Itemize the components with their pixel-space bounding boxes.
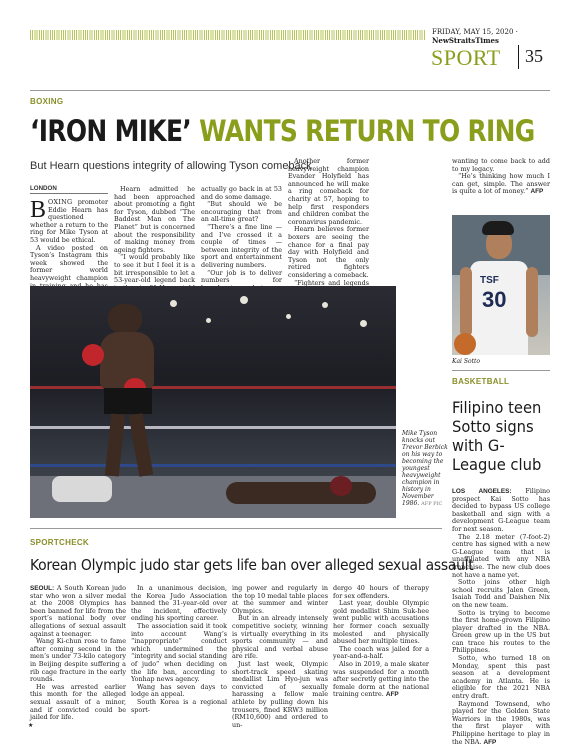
story2-column-3	[232, 584, 328, 729]
ring-rope	[30, 386, 396, 389]
story2-dateline: SEOUL:	[30, 585, 55, 592]
boxer-trunks	[104, 388, 152, 414]
sidebar-rule	[452, 370, 550, 371]
ring-rope	[30, 426, 396, 429]
paragraph: Sotto joins other high school recruits Jalen Green, Isaiah Todd and Daishen Nix on the new team.	[452, 578, 550, 609]
arena-light	[360, 320, 367, 327]
paragraph: “He’s thinking how much I can get, simple. The answer is quite a lot of money.” AFP	[452, 172, 550, 196]
paper-name: NewStraitsTimes	[432, 36, 499, 45]
referee-shirt	[52, 476, 112, 502]
story1-kicker: BOXING	[30, 97, 64, 106]
player-arm	[460, 267, 472, 337]
paragraph: Another former heavyweight champion Evander Holyfield has announced he will make a ring comeback for charity at 57, hoping to help first responders and children combat the coronavirus pandemic.	[288, 157, 369, 226]
masthead-divider	[518, 45, 519, 69]
story2-column-1	[30, 585, 126, 720]
section-rule	[30, 90, 550, 91]
paragraph: actually go back in at 53 and do some damage.	[201, 185, 282, 201]
story3-body	[452, 487, 550, 746]
arena-light	[170, 300, 177, 307]
arena-light	[206, 318, 211, 323]
paragraph: Wang Ki-chun rose to fame after coming second in the men’s under 73-kilo category in Beijing despite suffering a rib cage fracture in the early rounds.	[30, 637, 126, 684]
story1-column-5	[452, 158, 550, 212]
boxer-leg	[129, 413, 154, 476]
story3-dateline: LOS ANGELES:	[452, 488, 512, 495]
story3-headline: Filipino teen Sotto signs with G-League club	[452, 398, 542, 474]
story1-column-4	[288, 157, 369, 287]
player-arm	[526, 267, 538, 337]
boxing-glove	[330, 476, 352, 496]
player-hair	[482, 221, 514, 235]
paragraph: The 2.18 meter (7-foot-2) centre has signed with a new G-League team that is unaffiliated with any NBA franchise. The new club does not have a name yet.	[452, 532, 550, 579]
paragraph: LOS ANGELES: Filipino prospect Kai Sotto has decided to bypass US college basketball and sign with a development G-League team for next season.	[452, 487, 550, 533]
agency-credit: AFP	[483, 738, 497, 746]
paragraph: “I would probably like to see it but I feel it is a bit irresponsible to let a 53-year-old legend back	[114, 254, 195, 307]
boxer-leg	[105, 413, 125, 476]
story2-kicker: SPORTCHECK	[30, 538, 90, 547]
story1-column-3	[201, 186, 282, 284]
boxing-photo-caption: Mike Tyson knocks out Trevor Berbick on his way to becoming the youngest heavyweight champion in history in November 1986. AFP PIC	[402, 430, 448, 507]
story1-dateline: LONDON	[30, 185, 57, 192]
ring-rope	[30, 464, 396, 467]
agency-credit: AFP	[385, 691, 399, 699]
paragraph: Sotto is trying to become the first home-grown Filipino player drafted in the NBA. Green grew up in the US but can trace his routes to the Philippines.	[452, 608, 550, 655]
issue-date: FRIDAY, MAY 15, 2020	[432, 28, 514, 36]
paragraph: A video posted on Tyson’s Instagram this week showed the former world heavyweight champion	[30, 243, 108, 282]
story1-deck: But Hearn questions integrity of allowing Tyson comeback	[30, 160, 312, 172]
headline-part-main: WANTS RETURN TO RING	[199, 114, 535, 148]
story2-rule	[30, 528, 442, 529]
drop-cap: B	[30, 197, 47, 223]
story2-column-2	[131, 585, 227, 720]
paragraph: “There’s a fine line — and I’ve crossed it a couple of times — between integrity of the sport and entertainment delivering numbers.	[201, 222, 282, 269]
agency-credit: AFP	[530, 188, 544, 196]
paragraph: “Our job is to deliver numbers for	[201, 268, 282, 285]
arena-light	[240, 296, 248, 304]
paragraph: Also in 2019, a male skater was suspended for a month after secretly getting into the female dorm at the national training centre. AFP	[333, 659, 429, 699]
dateline-rule	[30, 193, 108, 194]
end-mark-icon: ★	[28, 722, 34, 729]
paragraph: Sotto, who turned 18 on Monday, spent this past season at a development academy in Atlanta. He is eligible for the 2021 NBA entry draft.	[452, 654, 550, 701]
paragraph: wanting to come back to add to my legacy.	[452, 157, 550, 173]
paragraph: South Korea is a regional sport-	[131, 697, 227, 714]
story1-column-2	[114, 186, 195, 284]
paragraph: Wang has seven days to lodge an appeal.	[131, 682, 227, 699]
photo-credit: AFP PIC	[421, 501, 443, 507]
boxer-head	[108, 304, 142, 334]
paragraph: The coach was jailed for a year-and-a-half.	[333, 644, 429, 661]
paragraph: Just last week, Olympic short-track speed skating medallist Lim Hyo-jun was convicted of sexually harassing a fellow male athlete by pulling down his trousers, fined KRW3 million (RM10,600) and ordered to un-	[232, 659, 328, 729]
paragraph: ing power and regularly in the top 10 medal table places at the summer and winter Olympics.	[232, 584, 328, 615]
paragraph: But in an already intensely competitive society, winning is virtually everything in its sports community — and physical and verbal abuse are rife.	[232, 614, 328, 661]
basketball	[454, 333, 476, 355]
paragraph: BOXING promoter Eddie Hearn has questioned whether a return to the ring for Mike Tyson at 53 would be ethical.	[30, 197, 108, 244]
paragraph: SEOUL: A South Korean judo star who won a silver medal at the 2008 Olympics has been banned for life from the sport’s national body over allegations of sexual assault against a teenager.	[30, 584, 126, 638]
paragraph: Last year, double Olympic gold medallist Shim Suk-hee went public with accusations her former coach sexually molested and physically abused her multiple times.	[333, 599, 429, 646]
jersey-number: 30	[482, 287, 507, 312]
boxing-glove	[82, 344, 104, 366]
arena-light	[322, 302, 328, 308]
page-number: 35	[525, 46, 543, 66]
jersey-letters: TSF	[480, 275, 499, 286]
story1-headline	[30, 114, 535, 148]
paragraph: Hearn admitted he had been approached about promoting a fight for Tyson, dubbed “The Baddest Man on The Planet” but is concerned about the responsibility of making money from ageing fighters.	[114, 185, 195, 254]
paragraph: He was arrested earlier this month for the alleged sexual assault of a minor, and if convicted could be jailed for life.	[30, 682, 126, 722]
story2-column-4	[333, 585, 429, 720]
paragraph: In a unanimous decision, the Korea Judo Association banned the 31-year-old over the incident, effectively ending his sporting career.	[131, 584, 227, 623]
fallen-boxer	[226, 482, 376, 504]
boxing-photo	[30, 286, 396, 518]
masthead: FRIDAY, MAY 15, 2020 · NewStraitsTimes	[432, 28, 518, 45]
player-photo	[452, 215, 550, 355]
story1-column-1	[30, 199, 108, 284]
paragraph: The association said it took into account Wang’s “inappropriate” conduct which undermined the “integrity and social standing of judo” when deciding on the life ban, according to Yonhap news agency.	[131, 621, 227, 684]
paragraph: “But should we be encouraging that from an all-time great?	[201, 200, 282, 224]
paragraph: “Fighters and legends	[294, 278, 369, 287]
paragraph: Raymond Townsend, who played for the Golden State Warriors in the 1980s, was the first player with Philippine heritage to play in the NBA. AFP	[452, 699, 550, 746]
story3-kicker: BASKETBALL	[452, 377, 510, 386]
headline-part-quote: ‘IRON MIKE’	[30, 114, 192, 148]
paragraph: dergo 40 hours of therapy for sex offenders.	[333, 584, 429, 600]
masthead-stripe	[30, 30, 425, 40]
arena-light	[286, 314, 291, 319]
paragraph: Hearn believes former boxers are seeing the chance for a final pay day with Holyfield and Tyson not the only retired fighters considering a comeback.	[288, 225, 369, 279]
section-name: SPORT	[431, 45, 501, 70]
player-photo-caption: Kai Sotto	[452, 358, 481, 365]
story2-headline: Korean Olympic judo star gets life ban over alleged sexual assault	[30, 556, 474, 574]
